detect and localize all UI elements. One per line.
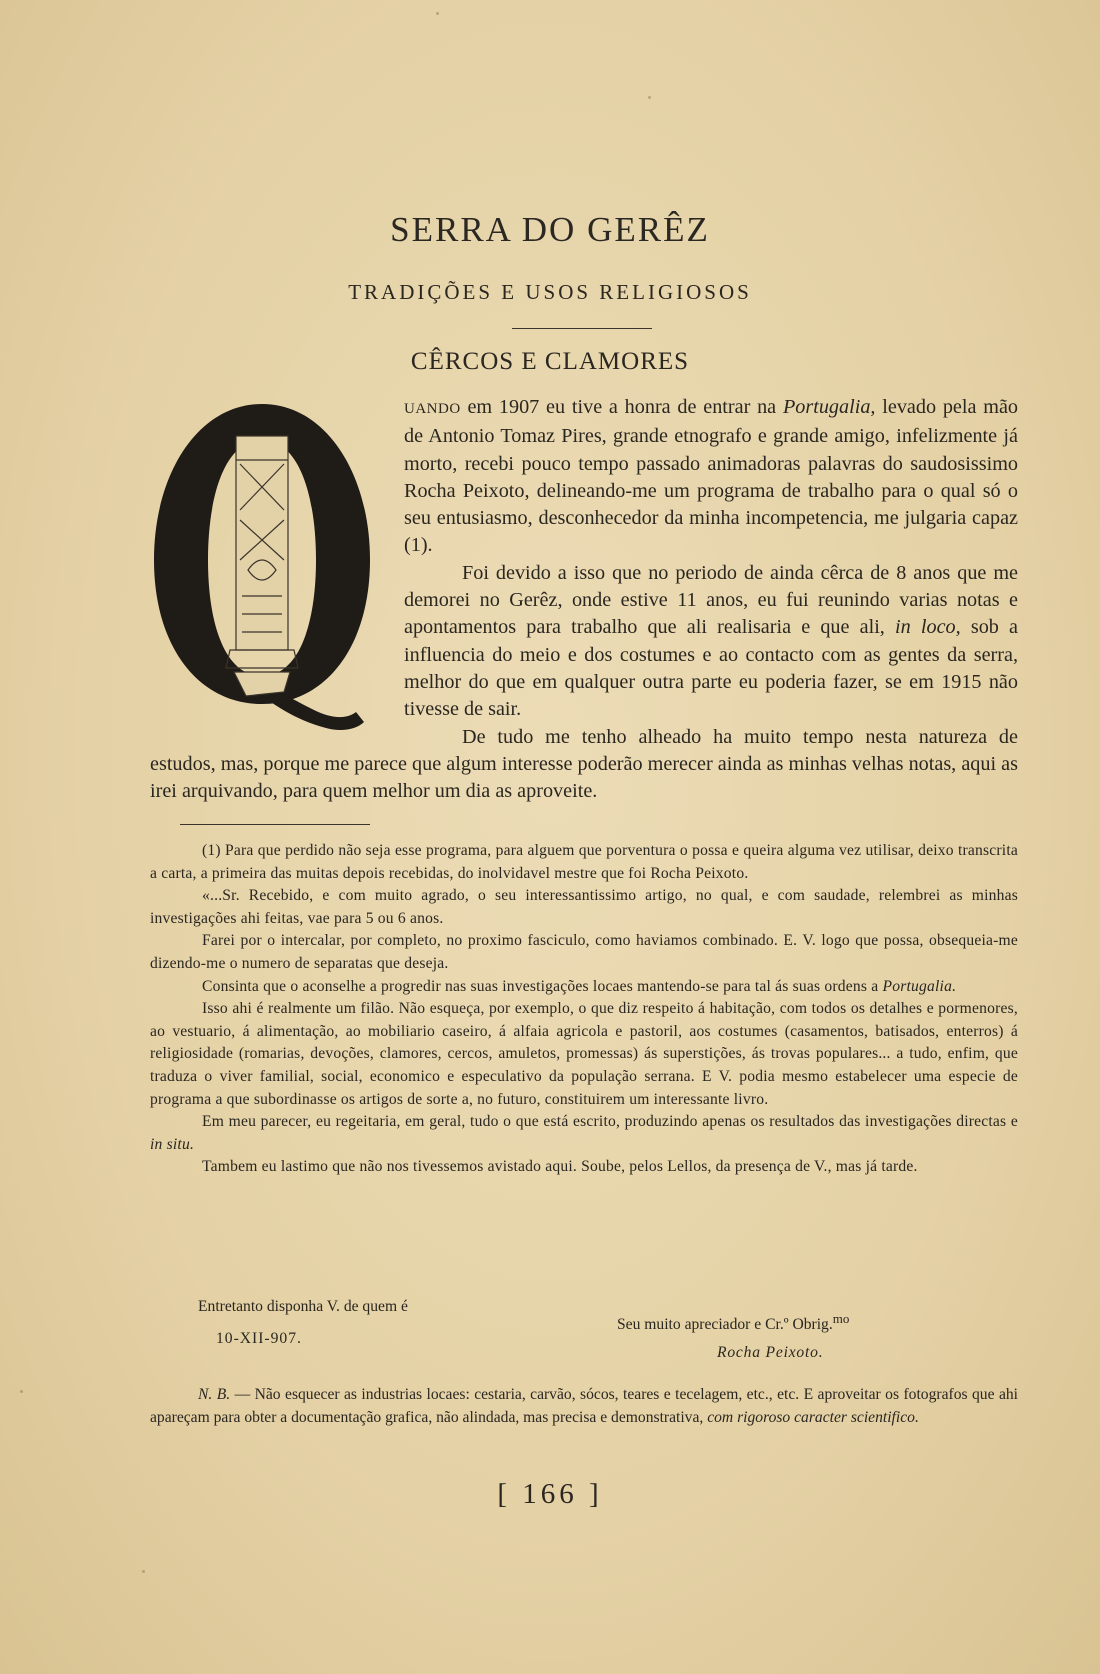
footnotes	[150, 840, 1018, 1179]
paragraph-1-rest: levado pela mão de Antonio Tomaz Pires, grande etnografo e grande amigo, infelizmente já morto, recebi pouco tempo passado animadoras palavras do saudosissimo Rocha Peixoto, delineando-me um programa de trabalho para o qual só o seu entusiasmo, desconhecedor da minha incompetencia, me julgaria capaz (1).	[404, 396, 1018, 557]
article-subtitle: TRADIÇÕES E USOS RELIGIOSOS	[348, 280, 752, 304]
paper-speck	[142, 1570, 145, 1573]
letter-signature: Rocha Peixoto.	[717, 1344, 824, 1361]
journal-name-footnote: Portugalia.	[882, 977, 957, 995]
letter-para-3-text: Consinta que o aconselhe a progredir nas suas investigações locaes mantendo-se para tal ás suas ordens a	[202, 977, 883, 995]
latin-phrase: in loco,	[895, 616, 961, 639]
paper-speck	[648, 96, 651, 99]
paper-speck	[20, 1390, 23, 1393]
letter-date: 10-XII-907.	[216, 1330, 302, 1347]
nota-bene	[150, 1384, 1018, 1429]
nb-label: N. B.	[198, 1386, 231, 1403]
paragraph-1-text: em 1907 eu tive a honra de entrar na	[460, 396, 783, 418]
section-heading: CÊRCOS E CLAMORES	[410, 348, 690, 375]
letter-para-6: Tambem eu lastimo que não nos tivessemos avistado aqui. Soube, pelos Lellos, da presença de V., mas já tarde.	[202, 1158, 918, 1176]
footnote-divider	[180, 824, 370, 825]
nb-text: — Não esquecer as industrias locaes: cestaria, carvão, sócos, teares e tecelagem, etc., etc. E aproveitar os fotografos que ahi apareçam para obter a documentação grafica, não alindada, mas precisa e demonstrativa,	[150, 1386, 1018, 1426]
letter-para-3	[150, 976, 1018, 999]
letter-closing: Entretanto disponha V. de quem é	[198, 1298, 408, 1315]
nb-italic-text: com rigoroso caracter scientifico.	[707, 1408, 919, 1426]
page-number: [ 166 ]	[497, 1478, 603, 1510]
letter-para-5	[150, 1111, 1018, 1156]
article-body	[150, 394, 1018, 805]
latin-phrase-footnote: in situ.	[150, 1135, 195, 1153]
dropcap-continuation: UANDO	[404, 401, 461, 417]
letter-para-4: Isso ahi é realmente um filão. Não esqueça, por exemplo, o que diz respeito á habitação, com todos os detalhes e pormenores, ao vestuario, á alimentação, ao mobiliario caseiro, á alfaia agricola e pastoril, aos costumes (casamentos, batisados, enterros) á religiosidade (romarias, devoções, clamores, cercos, amuletos, promessas) ás superstições, ás trovas populares... a tudo, enfim, que traduza o viver familial, social, economico e especulativo da população serrana. E V. podia mesmo estabelecer uma especie de programa a que subordinasse os artigos de sorte a, no futuro, constituirem um interessante livro.	[150, 1000, 1018, 1108]
journal-name: Portugalia,	[782, 396, 876, 418]
article-title: SERRA DO GERÊZ	[390, 210, 710, 249]
letter-para-5-text: Em meu parecer, eu regeitaria, em geral, tudo o que está escrito, produzindo apenas os resultados das investigações directas e	[202, 1113, 1018, 1131]
letter-para-2: Farei por o intercalar, por completo, no proximo fasciculo, como haviamos combinado. E. V. logo que possa, obsequeia-me dizendo-me o numero de separatas que deseja.	[150, 932, 1018, 972]
paragraph-3: De tudo me tenho alheado ha muito tempo nesta natureza de estudos, mas, porque me parece que algum interesse poderão merecer ainda as minhas velhas notas, aqui as irei arquivando, para quem melhor um dia as aproveite.	[150, 725, 1018, 803]
title-divider	[512, 328, 652, 329]
paper-speck	[436, 12, 439, 15]
valediction-superscript: mo	[832, 1311, 850, 1326]
footnote-1: (1) Para que perdido não seja esse programa, para alguem que porventura o possa e queira alguma vez utilisar, deixo transcrita a carta, a primeira das muitas depois recebidas, do inolvidavel mestre que foi Rocha Peixoto.	[150, 842, 1018, 882]
letter-valediction	[617, 1311, 849, 1334]
paragraph-2-text: Foi devido a isso que no periodo de ainda cêrca de 8 anos que me demorei no Gerêz, onde estive 11 anos, eu fui reunindo varias notas e apontamentos para trabalho que ali realisaria e que ali,	[404, 561, 1018, 639]
paragraph-2-rest: sob a influencia do meio e dos costumes e ao contacto com as gentes da serra, melhor do que em qualquer outra parte eu poderia fazer, se em 1915 não tivesse de sair.	[404, 616, 1018, 721]
valediction-text: Seu muito apreciador e Cr.º Obrig.	[617, 1316, 833, 1334]
letter-para-1: «...Sr. Recebido, e com muito agrado, o seu interessantissimo artigo, no qual, e com saudade, relembrei as minhas investigações ahi feitas, vae para 5 ou 6 anos.	[150, 887, 1018, 927]
